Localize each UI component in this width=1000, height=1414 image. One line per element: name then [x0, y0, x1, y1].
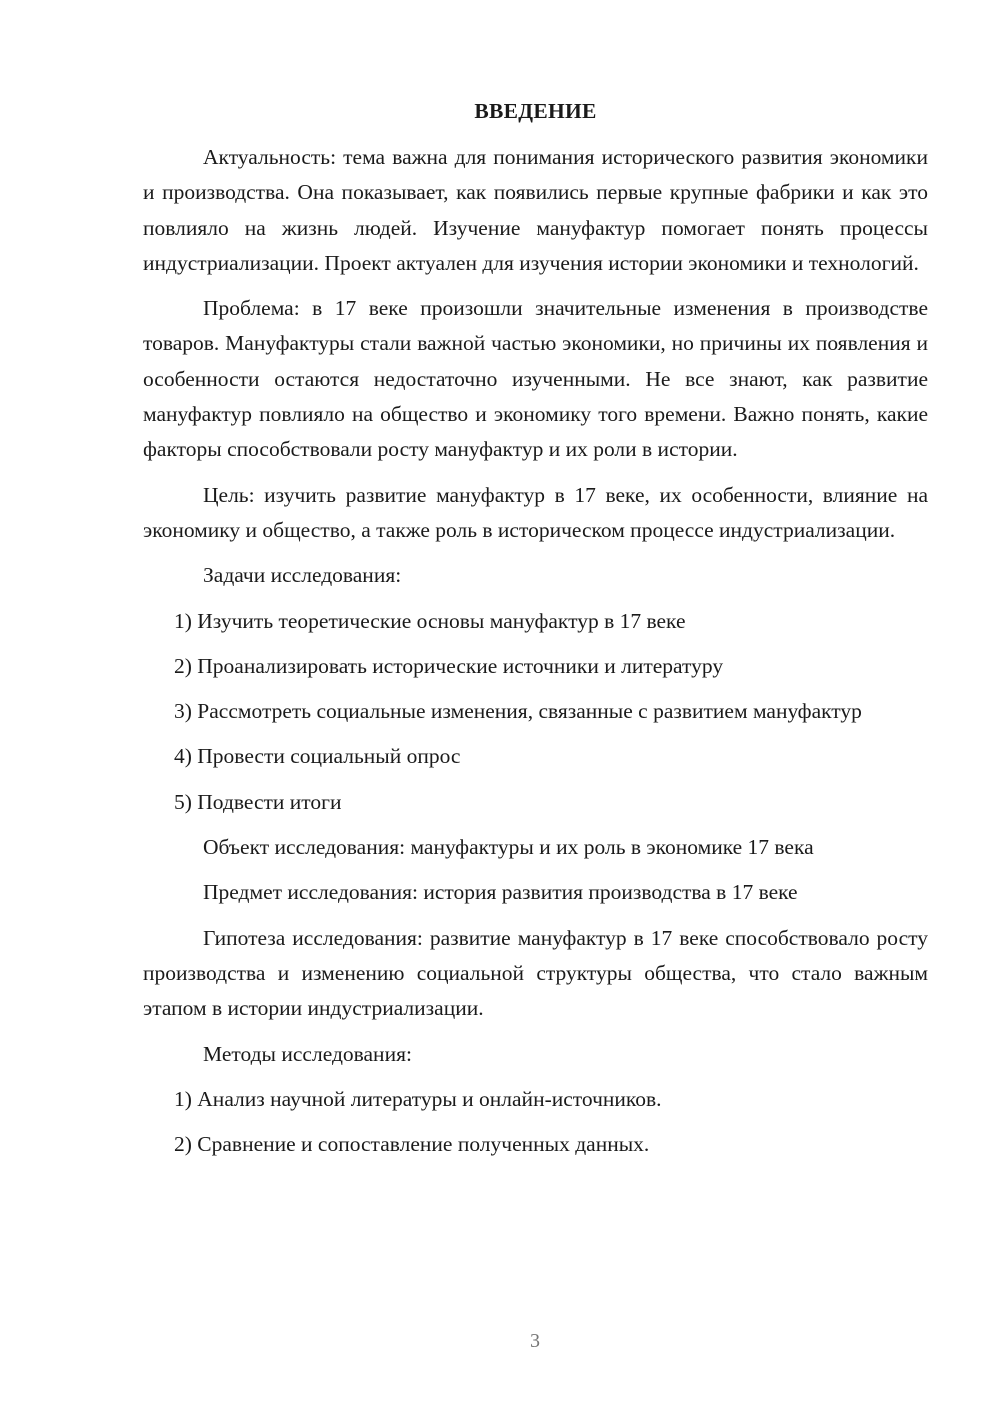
research-object: Объект исследования: мануфактуры и их роль в экономике 17 века [203, 835, 814, 860]
research-subject: Предмет исследования: история развития производства в 17 веке [203, 880, 798, 905]
methods-heading: Методы исследования: [203, 1041, 412, 1066]
task-item: 1) Изучить теоретические основы мануфактур в 17 веке [174, 608, 686, 633]
hypothesis-paragraph: Гипотеза исследования: развитие мануфактур в 17 веке способствовало росту производства и изменению социальной структуры общества, что стало важным этапом в истории индустриализации. [143, 925, 928, 1021]
page-number: 3 [530, 1330, 540, 1352]
tasks-heading: Задачи исследования: [203, 563, 402, 588]
goal-paragraph: Цель: изучить развитие мануфактур в 17 веке, их особенности, влияние на экономику и общество, а также роль в историческом процессе индустриализации. [143, 482, 928, 542]
page-content [143, 96, 928, 1162]
relevance-paragraph: Актуальность: тема важна для понимания исторического развития экономики и производства. Она показывает, как появились первые крупные фабрики и как это повлияло на жизнь людей. Изучение мануфактур помогает понять процессы индустриализации. Проект актуален для изучения истории экономики и технологий. [143, 145, 928, 275]
problem-paragraph: Проблема: в 17 веке произошли значительные изменения в производстве товаров. Мануфактуры стали важной частью экономики, но причины их появления и особенности остаются недостаточно изученными. Не все знают, как развитие мануфактур повлияло на общество и экономику того времени. Важно понять, какие факторы способствовали росту мануфактур и их роли в истории. [143, 296, 928, 462]
method-item: 1) Анализ научной литературы и онлайн-источников. [174, 1086, 662, 1111]
task-item: 5) Подвести итоги [174, 789, 342, 814]
task-item: 4) Провести социальный опрос [174, 744, 461, 769]
task-item: 3) Рассмотреть социальные изменения, связанные с развитием мануфактур [174, 699, 862, 724]
method-item: 2) Сравнение и сопоставление полученных данных. [174, 1132, 650, 1157]
task-item: 2) Проанализировать исторические источники и литературу [174, 653, 724, 678]
section-heading: ВВЕДЕНИЕ [474, 99, 597, 123]
